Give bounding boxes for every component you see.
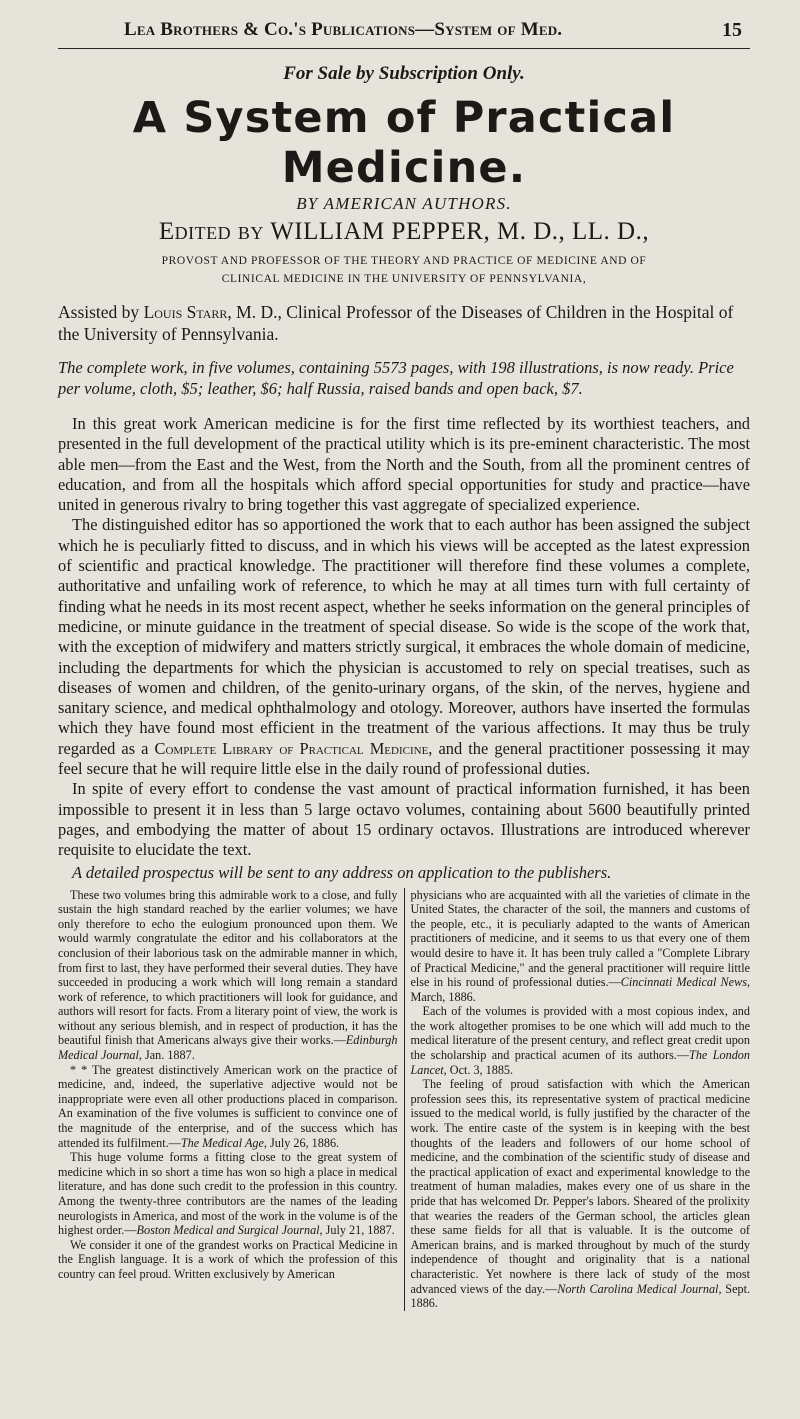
review-date: , Jan. 1887. [138,1048,195,1063]
review-cincinnati-end [411,888,751,1005]
review-text: This huge volume forms a fitting close to the great system of medicine which in so short a time has won so high a place in medical literature, and has done such credit to the profession in this country. Among the twenty-three contributors are the names of the leading neurologists in America, and most of the work in the volume is of the highest order.— [58,1150,398,1238]
review-date: , July 21, 1887. [319,1223,395,1238]
editor-line: Edited by WILLIAM PEPPER, M. D., LL. D., [158,218,650,245]
assisted-by [58,301,750,345]
running-head-title: Lea Brothers & Co.'s Publications—System of Med. [124,19,563,40]
review-text: Each of the volumes is provided with a most copious index, and the work altogether promises to be one which will add much to the medical literature of the present century, and reflect great credit upon the scholarship and practical acumen of its authors.— [410,1004,750,1063]
review-source: The Medical Age [180,1135,264,1150]
review-cincinnati-start: We consider it one of the grandest works on Practical Medicine in the English language. It is a work of which the profession of this country can feel proud. Written exclusively by American [58,1237,398,1281]
review-medical-age [58,1063,398,1151]
editor-affiliation-line-2: CLINICAL MEDICINE IN THE UNIVERSITY OF PENNSYLVANIA, [221,273,587,285]
review-source: Cincinnati Medical News [620,975,747,990]
reviews-left-column [58,888,405,1311]
prospectus-note: A detailed prospectus will be sent to any address on application to the publishers. [72,862,612,882]
paragraph-1: In this great work American medicine is for the first time reflected by its worthiest teachers, and presented in the full development of the practical utility which is its pre-eminent characteristic. The most able men—from the East and the West, from the North and the South, from all the prominent centres of education, and from all the hospitals which afford special opportunities for study and practice—have united in generous rivalry to bring together this vast aggregate of specialized experience. [58,414,750,515]
paragraph-2-part-a: The distinguished editor has so apportioned the work that to each author has been assigned the subject which he is peculiarly fitted to discuss, and in which his views will be accepted as the latest expression of scientific and practical knowledge. The practitioner will therefore find these volumes a complete, authoritative and unfailing work of reference, to which he may at all times turn with full certainty of finding what he needs in its most recent aspect, whether he seeks information on the general principles of medicine, or minute guidance in the treatment of special disease. So wide is the scope of the work that, with the exception of midwifery and matters strictly surgical, it embraces the whole domain of medicine, including the departments for which the physician is accustomed to rely on special treatises, such as diseases of women and children, of the genito-urinary organs, of the skin, of the nerves, hygiene and sanitary science, and medical ophthalmology and otology. Moreover, authors have inserted the formulas which they have found most efficient in the treatment of the various affections. It may thus be truly regarded as a [58,515,750,758]
running-head [58,0,750,49]
review-north-carolina [411,1077,751,1311]
review-source: The London Lancet [410,1048,750,1077]
sale-line: For Sale by Subscription Only. [283,63,525,84]
review-boston [58,1150,398,1238]
review-lancet [411,1004,751,1077]
editor-affiliation [58,252,750,288]
paragraph-2 [58,515,750,779]
availability-and-price: The complete work, in five volumes, containing 5573 pages, with 198 illustrations, is now ready. Price per volume, cloth, $5; leather, $6; half Russia, raised bands and open back, $7. [58,358,734,398]
review-text: These two volumes bring this admirable work to a close, and fully sustain the high standard reached by the earlier volumes; we have only therefore to echo the eulogium pronounced upon them. We would warmly congratulate the editor and his collaborators at the conclusion of their laborious task on the admirable manner in which, from first to last, they have performed their several duties. They have succeeded in producing a work which will long remain a standard work of reference, to which practitioners will look for guidance, and authors will resort for facts. From a literary point of view, the work is without any serious blemish, and in respect of production, it has the beautiful finish that Americans always give their works.— [58,887,398,1048]
review-source: Boston Medical and Surgical Journal [136,1223,320,1238]
paragraph-2-part-b: , and the general practitioner possessing it may feel secure that he will require little else in the daily round of professional duties. [58,738,750,779]
assisted-suffix: , M. D., Clinical Professor of the Diseases of Children in the Hospital of the University of Pennsylvania. [58,302,734,344]
page-number: 15 [722,19,742,41]
reviews-right-column [405,888,751,1311]
review-date: , Oct. 3, 1885. [443,1062,514,1077]
review-text: * * The greatest distinctively American work on the practice of medicine, and, indeed, the superlative adjective would not be inappropriate were even all other productions placed in comparison. An examination of the five volumes is sufficient to convince one of the magnitude of the enterprise, and of the success which has attended its fulfilment.— [58,1062,398,1150]
editor-affiliation-line-1: PROVOST AND PROFESSOR OF THE THEORY AND PRACTICE OF MEDICINE AND OF [161,255,647,267]
review-source: Edinburgh Medical Journal [58,1033,398,1063]
review-date: , Sept. 1886. [410,1281,751,1311]
review-source: North Carolina Medical Journal [557,1281,719,1296]
review-text: physicians who are acquainted with all the varieties of climate in the United States, the character of the soil, the manners and customs of the people, etc., it is peculiarly adapted to the wants of American practitioners of medicine, and it seems to us that every one of them would desire to have it. It has been truly called a "Complete Library of Practical Medicine," and the general practitioner will require little else in his round of professional duties.— [410,887,750,990]
review-edinburgh [58,888,398,1063]
review-text: The feeling of proud satisfaction with which the American profession sees this, its representative system of practical medicine issued to the medical world, is fully justified by the character of the work. The entire caste of the system is in keeping with the best thoughts of the leaders and followers of our home school of medicine, and the combination of the scientific study of disease and the practical application of exact and experimental knowledge to the treatment of human maladies, makes every one of us share in the pride that has welcomed Dr. Pepper's labors. Sheared of the prolixity that wearies the readers of the German school, the articles glean these same fields for all that is valuable. It is the outcome of American brains, and is marked throughout by much of the sturdy independence of thought and originality that is a national characteristic. Yet nowhere is there lack of study of the most advanced views of the day.— [410,1077,750,1296]
assisted-prefix: Assisted by [58,302,144,322]
review-date: , March, 1886. [410,975,750,1004]
description [58,414,750,861]
assistant-name: Louis Starr [143,302,228,322]
main-title: A System of Practical Medicine. [132,93,676,193]
paragraph-2-emphasis: Complete Library of Practical Medicine [154,738,429,758]
reviews [58,888,750,1311]
review-date: , July 26, 1886. [263,1135,340,1150]
byline: BY AMERICAN AUTHORS. [296,194,512,213]
paragraph-3: In spite of every effort to condense the vast amount of practical information furnished, it has been impossible to present it in less than 5 large octavo volumes, containing about 5600 beautifully printed pages, and embodying the matter of about 15 ordinary octavos. Illustrations are introduced wherever requisite to elucidate the text. [58,779,750,860]
